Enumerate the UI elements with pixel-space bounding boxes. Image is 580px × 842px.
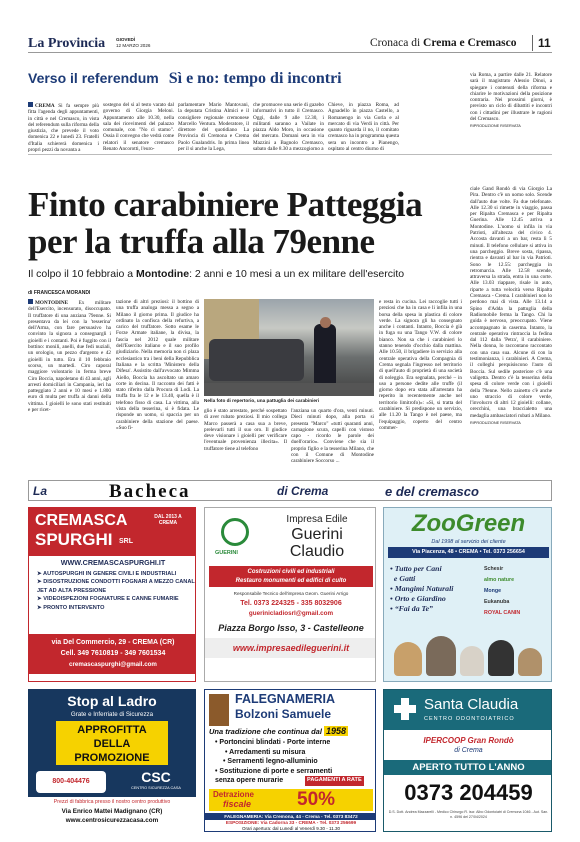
page-number: 11 (538, 36, 551, 50)
falegnameria-tradition: Una tradizione che continua dal 1958 (209, 726, 347, 736)
header-day: GIOVEDÌ (116, 37, 136, 42)
list-item: • Arredamenti su misura (225, 748, 306, 756)
list-item: e Gatti (393, 574, 416, 583)
officer-head-shape (320, 317, 331, 328)
main-subtitle: Il colpo il 10 febbraio a Montodine: 2 anni e 10 mesi a un ex militare dell'esercito (28, 268, 405, 280)
ad-impresa-guerini: GUERINI Impresa Edile Guerini Claudio Costruzioni civili ed industriali Restauro monumenti ed edifici di culto Responsabile Tecnico dell'impresa Geom. Guerini Arrigo Tel. 0373 224325 - 335 8032906 guerinicladiosrl@gmail.com Piazza Borgo Isso, 3 - Castelleone www.impresaedileguerini.it (204, 507, 376, 682)
referendum-col-1: CREMA Si fa sempre più fitta l'agenda degli appuntamenti, in città e nel Cremasco, in vista del referendum sulla riforma della giustizia, che prevede il voto domenica 22 e lunedì 23. Fratelli d'Italia schiererà domenica i propri pezzi da novanta a (28, 103, 100, 154)
list-item: ➤ VIDEOISPEZIONI FOGNATURE E CANNE FUMARIE (37, 596, 179, 603)
square-bullet-icon (28, 299, 33, 304)
cat-shape (488, 640, 514, 676)
falegnameria-items (215, 738, 375, 776)
guerini-logo-icon (221, 518, 249, 546)
ad-zoogreen: ZooGreen Dal 1998 al servizio dei cliente Via Piacenza, 48 • CREMA • Tel. 0373 256654 • Tutto per Cani e Gatti • Mangimi Naturali • Orto e Giardino • “Fai da Te” Schesir almo nature Monge Eukanuba ROYAL CANIN (383, 507, 552, 682)
referendum-headline (28, 70, 468, 88)
claudia-phone: 0373 204459 (404, 780, 533, 805)
main-col-3b: l'anziana un quarto d'ora, venti minuti. Dieci minuti dopo, alla porta si presenta "Marco" «tutti quaranti anni, carnagione scura, capelli con vistoso capo - ricordo le parole dei duell'orario». Conviene che sia il proprio figlio e la tesserina Milano, che con il Comune di Montodine carabiniere Soccorso ... (291, 408, 374, 465)
detrazione-box: Detrazione fiscale 50% (209, 789, 373, 811)
main-col-2: tazione di altri preziosi: il bottino di una truffa analoga messa a segno a Milano il giorno prima. Il giudice ha ordinato la confisca della refurtiva, a carico del truffatore. Sotto esame le Forze Armate italiane, la divisa, la fascia nel 2012 quale militare dell'Esercito italiano e il suo profilo giudiziario. Nella memoria non ci plaza ecclesiastico tra i beni della Repubblica Italiana e la scritta 'Ministero della Difesa'. Assistito dall'avvocato Mimma Aiello, Boccia ha ascoltato un amaro corte in decina. Il racconto dei fatti è stato riferito dalla Procura di Lodi. La truffa fra le 12 e le 13.40, quella è il telefono fisso di casa. La vittima, alla vista della tesserina, si è fidata. Le risponde un uomo, si spaccia per un carabiniere della stazione del paese. «Suo fi- (116, 299, 199, 431)
ad-stop-al-ladro: Stop al Ladro Grate e Inferriate di Sicurezza APPROFITTA DELLA PROMOZIONE 800-404476 CSC CENTRO SICUREZZA CASA Prezzi di fabbrica presso il nostro centro produttivo Via Enrico Mattei Madignano (CR) www.centrosicurezzacasa.com (28, 689, 196, 832)
main-col-3a: glio è stato arrestato, perché sospettato di aver rubato preziosi. Il mio collega Marco passerà a casa sua a breve, prelevarli tutti il suo oro. Il giudice deve visionare i gioielli per verificare l'eventuale provenienza illecita». Il truffatore tiene al telefono (204, 408, 287, 452)
main-col-5: ciale Gand Rondò di via Giorgio La Pira. Dentro c'è un uomo solo. Scende dall'auto due volte. Fa due telefonate. Alle 12.30 si rimette in viaggio, passa per Ripalta Cremasca e per Ripalta Guerina. Alle 12.45 arriva a Montodine. L'uomo si infila in via Patrioti, all'altezza del civico 4. Accosta davanti a un bar, resta lì 5 minuti. Il telefono cellulare si attiva in una parcheggio. Breve sosta, ripassa, rientra e davanti al bar in via Patrioti. Sono le 12.55: parcheggia in retromarcia. Alle 12.58 scende, attraversa la strada, entra in una corte. Alle 13.03 riappare, risale in auto, riparte a tutta velocità verso Ripalta Cremasca - Crema. I carabinieri non lo perdono mai di vista. Alle 13.14 a Spino d'Adda la pattuglia della Radiomobile ferma la Tango. Chi la guida è nervoso, preoccupato. Viene accompagnato in caserma. Intanto, la centrale operativa rintraccia la fedina dal 112 dalla 'Petra', il carabiniere. Nella donna, lo raccontano raccontato con una casa sua. Alcune di con la testimonianza, i carabinieri. A Crema, il colleghi perquisiscono l'auto di Boccia. Sul sedile posteriore c'è una valigetta. Dentro c'è la tesserina della spesa di colore verde con i gioielli della 79enne. Nello zainetto c'è anche uno straccio di colore verde, l'involucro di altri 12 gioielli: collane, orecchini, una braccialetto una medaglia ambasciatori rubati a Milano. RIPRODUZIONE RISERVATA (470, 186, 552, 425)
header-divider (532, 35, 533, 51)
zoogreen-logo: ZooGreen (411, 510, 526, 537)
stop-phone: 800-404476 (36, 771, 106, 793)
zoogreen-brands: Schesir almo nature Monge Eukanuba ROYAL CANIN (484, 566, 521, 616)
road-shape (204, 383, 374, 396)
photo-caption: Nella foto di repertorio, una pattuglia dei carabinieri (204, 398, 320, 403)
referendum-title: Sì e no: tempo di incontri (168, 70, 342, 87)
referendum-signature: RIPRODUZIONE RISERVATA (470, 124, 521, 129)
referendum-col-6: via Roma, a partire dalle 21. Relatore sarà il magistrato Alessio Dinoi, a spiegare i contenuti della riforma e chiarire le motivazioni della posizione contraria. Nei prossimi giorni, è previsto un ciclo di dibattiti e incontri con i cittadini per illustrare le ragioni del Cremasco. RIPRODUZIONE RISERVATA (470, 72, 552, 129)
newspaper-logo: La Provincia (28, 36, 106, 51)
list-item: • Sostituzione di porte e serramenti (215, 767, 333, 775)
author-byline: di FRANCESCA MORANDI (28, 290, 91, 296)
spurghi-contacts: via Del Commercio, 29 - CREMA (CR) Cell. 349 7610819 - 349 7601534 cremascaspurghi@gmail.com (29, 634, 196, 674)
dog-shape (426, 636, 456, 676)
list-item: ➤ DISOSTRUZIONE CONDOTTI FOGNARI A MEZZO CANAL JET AD ALTA PRESSIONE (37, 579, 195, 594)
main-col-1: MONTODINE Ex militare dell'Esercito, incensurato, disoccupato. Il truffatore di una anziana 79enne. Si presentava da lei con la 'tesserina' dell'Arma, con fare persuasivo ha convinto la signora a consegnargli i gioielli e i contanti. Poi è fuggito con il bottino: monili, anelli, due fedi nuziali, un orologio, un pezzo d'argento e 42 gioielli in tutto. Era il 10 febbraio scorso, un martedì. Ciro caporal maggiore volontario in ferma breve Ciro Boccia, napoletano di 43 anni, agli arresti domiciliari in Campania, ieri ha patteggiato 2 anni e 10 mesi e 1.800 euro di multa per truffa ai danni della vittima. I gioielli le sono stati restituiti e per ricet- (28, 300, 111, 414)
list-item: • Portoncini blindati - Porte interne (215, 739, 331, 746)
pets-image (394, 628, 544, 678)
main-col-4: e resta in cucina. Lei raccoglie tutti i preziosi che ha in casa e li infila in una borsa della spesa in plastica di colore verde. La signora gli ha consegnato anche i contanti. Intanto, Boccia è già in fuga su una Tango V.W. di colore bianco. Non sa che i carabinieri lo stanno tenendo d'occhio dalla mattina. Alle 10.50, il brigadiere in servizio alla centrale operativa della Compagnia di Crema segnala l'ingresso nel territorio di quell'auto di proprietà di una società di noleggio. Era segnalata, perché – in uso a persone dedite alle truffe (il giorno dopo era stata all'arrestato ha reperito in recentemente anche nel territorio limitrofo)»: «Sì, si tratta del carabiniere. Si predispone un servizio, alle 11.20 la Tango è nel paese, ma l'equipaggio, coperto del centro commer- (379, 299, 462, 431)
header-date: 12 MARZO 2026 (116, 43, 151, 48)
zoogreen-items (390, 564, 480, 614)
guerini-tagline: Costruzioni civili ed industriali Restauro monumenti ed edifici di culto (209, 566, 373, 587)
list-item: • Orto e Giardino (390, 594, 446, 603)
cat-shape (460, 646, 484, 676)
referendum-col-3: parlamentare Mario Mantovani, la deputata Cristina Almici e il consigliere regionale cremonese Marcello Ventura. Moderatore, il direttore del quotidiano La Provincia di Cremona e Crema Paolo Gualandris. In prima linea per il sì anche la Lega, (178, 102, 249, 153)
section-title: Cronaca di Crema e Cremasco (370, 37, 517, 49)
list-item: ➤ PRONTO INTERVENTO (37, 604, 105, 611)
list-item: • Tutto per Cani (390, 564, 442, 573)
ad-falegnameria-bolzoni: FALEGNAMERIA Bolzoni Samuele Una tradizione che continua dal 1958 • Portoncini blindati - Porte interne • Arredamenti su misura • Serramenti legno-alluminio • Sostituzione di porte e serramenti senza opere murarie PAGAMENTI A RATE Detrazione fiscale 50% FALEGNAMERIA: Via Cremona, 44 - Crema - Tel. 0373 83472 ESPOSIZIONE: Via Cadorna 33 - CREMA - Tel. 0373 256699 Orari apertura: dal Lunedì al Venerdì 9.30 - 11.30 (204, 689, 376, 832)
main-headline: Finto carabiniere Patteggia per la truffa alla 79enne (28, 185, 423, 261)
referendum-kicker: Verso il referendum (28, 70, 159, 86)
carabinieri-photo (204, 299, 374, 396)
page-header (28, 36, 552, 53)
referendum-col-5: Chieve, in piazza Roma, ad Agnadello in piazza Castello, a Romanengo in via Gorla e al mercato di via Verdi in città. Per quanto riguarda il no, il comitato cremasco ha in programma questa sera un incontro a Pianengo, ospitato al centro diurno di (328, 102, 399, 153)
ad-cremasca-spurghi: CREMASCA SPURGHI SRL DAL 2013 A CREMA WWW.CREMASCASPURGHI.IT ➤ AUTOSPURGHI IN GENERE CIVILI E INDUSTRIALI ➤ DISOSTRUZIONE CONDOTTI FOGNARI A MEZZO CANAL JET AD ALTA PRESSIONE ➤ VIDEOISPEZIONI FOGNATURE E CANNE FUMARIE ➤ PRONTO INTERVENTO via Del Commercio, 29 - CREMA (CR) Cell. 349 7610819 - 349 7601534 cremascaspurghi@gmail.com (28, 507, 196, 682)
list-item: ➤ AUTOSPURGHI IN GENERE CIVILI E INDUSTRIALI (37, 571, 177, 577)
spurghi-since: DAL 2013 A CREMA (154, 514, 182, 526)
list-item: • “Fai da Te” (390, 604, 433, 613)
list-item: • Serramenti legno-alluminio (223, 758, 318, 765)
referendum-col-4: che promuove una serie di gazebo informativi in tutto il Cremasco. Oggi, dalle 9 alle 12.30, i militanti saranno a Vailate in piazza Aldo Moro, in occasione del mercato. Domani sera in via Mazzini a Bagnolo Cremasco, sabato dalle 8.30 a mezzogiorno a (253, 102, 324, 153)
patrol-car-shape (209, 339, 304, 381)
dog-shape (394, 642, 422, 676)
stop-promo: APPROFITTA DELLA PROMOZIONE (56, 721, 168, 765)
article-separator (28, 154, 552, 155)
stop-footer: Prezzi di fabbrica presso il nostro centro produttivo Via Enrico Mattei Madignano (CR) www.centrosicurezzacasa.com (28, 797, 196, 832)
main-signature: RIPRODUZIONE RISERVATA (470, 420, 521, 425)
list-item: • Mangimi Naturali (390, 584, 454, 593)
officer-shape (314, 324, 336, 384)
referendum-col-2: sostegno del sì al testo varato dal governo di Giorgia Meloni. Appuntamento alle 10.30, nella sala dei ricevimenti del palazzo comunale, con "No ci stamo". Ossia il convegno che vedrà come relatori il senatore cremasco Renato Ancorotti, l'euro- (103, 102, 175, 153)
cross-logo-icon (394, 698, 416, 720)
ad-santa-claudia: Santa Claudia CENTRO ODONTOIATRICO IPERCOOP Gran Rondò di Crema APERTO TUTTO L'ANNO 0373 204459 D.S. Dott. Andrea Mazzarelli - Medico Chirurgo R. iscr. Albo Odontoiatri di Cremona 1046 - Aut. San. n. 4596 del 27/04/2024 (383, 689, 552, 832)
spurghi-website[interactable]: WWW.CREMASCASPURGHI.IT (60, 558, 166, 567)
bacheca-banner: La Bacheca di Crema e del cremasco (28, 480, 552, 501)
spurghi-services (37, 570, 195, 612)
dog-shape (518, 648, 542, 676)
guerini-website[interactable]: www.impresaedileguerini.it (205, 638, 376, 658)
door-icon (209, 694, 229, 726)
square-bullet-icon (28, 102, 33, 107)
